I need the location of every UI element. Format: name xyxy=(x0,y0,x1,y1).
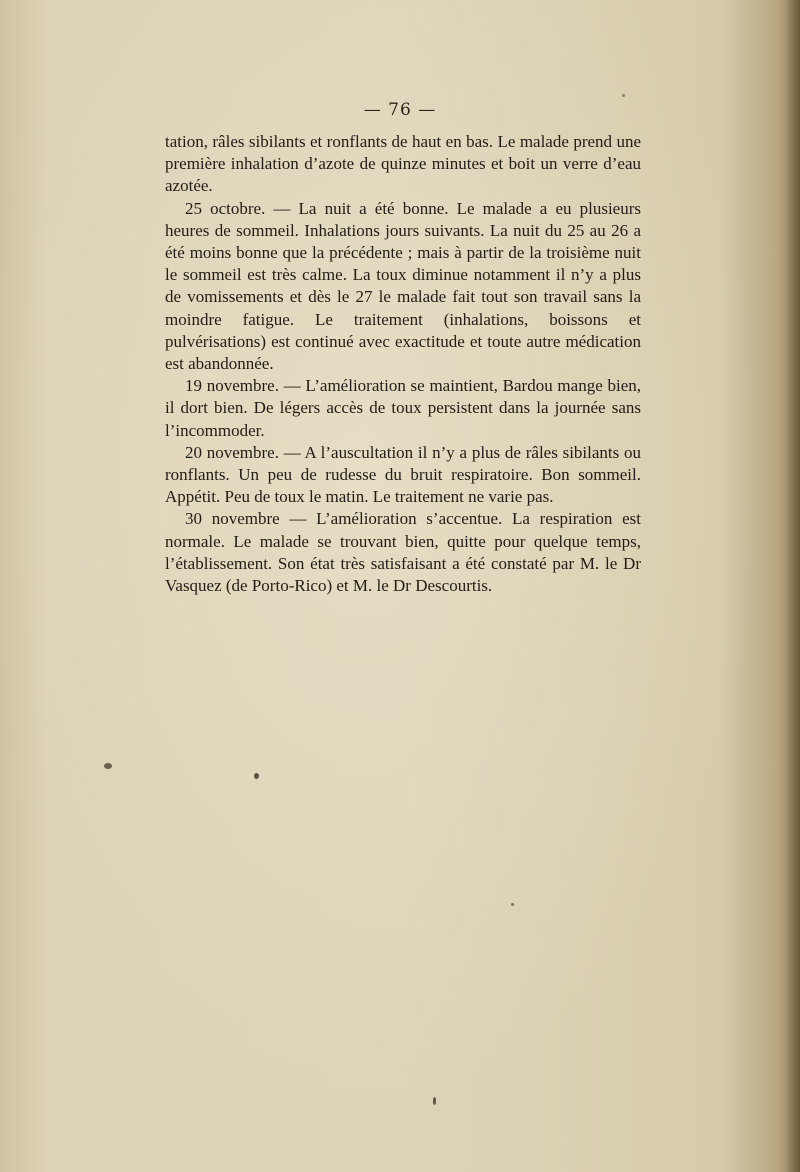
ink-speck xyxy=(511,903,514,906)
ink-speck xyxy=(622,94,625,97)
paragraph-20-novembre: 20 novembre. — A l’auscultation il n’y a plus de râles sibilants ou ronflants. Un peu de rudesse du bruit respiratoire. Bon sommeil. Appétit. Peu de toux le matin. Le traitement ne varie pas. xyxy=(165,442,641,507)
paragraph-25-octobre: 25 octobre. — La nuit a été bonne. Le malade a eu plusieurs heures de sommeil. Inhalations jours suivants. La nuit du 25 au 26 a été moins bonne que la précédente ; mais à partir de la troisième nuit le sommeil est très calme. La toux diminue notamment il n’y a plus de vomissements et dès le 27 le malade fait tout son travail sans la moindre fatigue. Le traitement (inhalations, boissons et pulvérisations) est continué avec exactitude et toute autre médication est abandonnée. xyxy=(165,198,641,374)
paragraph-30-novembre: 30 novembre — L’amélioration s’accentue. La respiration est normale. Le malade se trouvant bien, quitte pour quelque temps, l’établissement. Son état très satisfaisant a été constaté par M. le Dr Vasquez (de Porto-Rico) et M. le Dr Descourtis. xyxy=(165,509,641,596)
page-edge-shadow xyxy=(786,0,800,1172)
paragraph-continuation: tation, râles sibilants et ronflants de haut en bas. Le malade prend une première inhalation d’azote de quinze minutes et boit un verre d’eau azotée. xyxy=(165,132,641,196)
paragraph-19-novembre: 19 novembre. — L’amélioration se maintient, Bardou mange bien, il dort bien. De légers accès de toux persistent dans la journée sans l’incommoder. xyxy=(165,376,641,440)
ink-speck xyxy=(433,1097,436,1105)
body-text xyxy=(165,131,641,597)
ink-speck xyxy=(254,773,259,779)
page-number: — 76 — xyxy=(363,100,437,120)
ink-speck xyxy=(104,763,112,769)
